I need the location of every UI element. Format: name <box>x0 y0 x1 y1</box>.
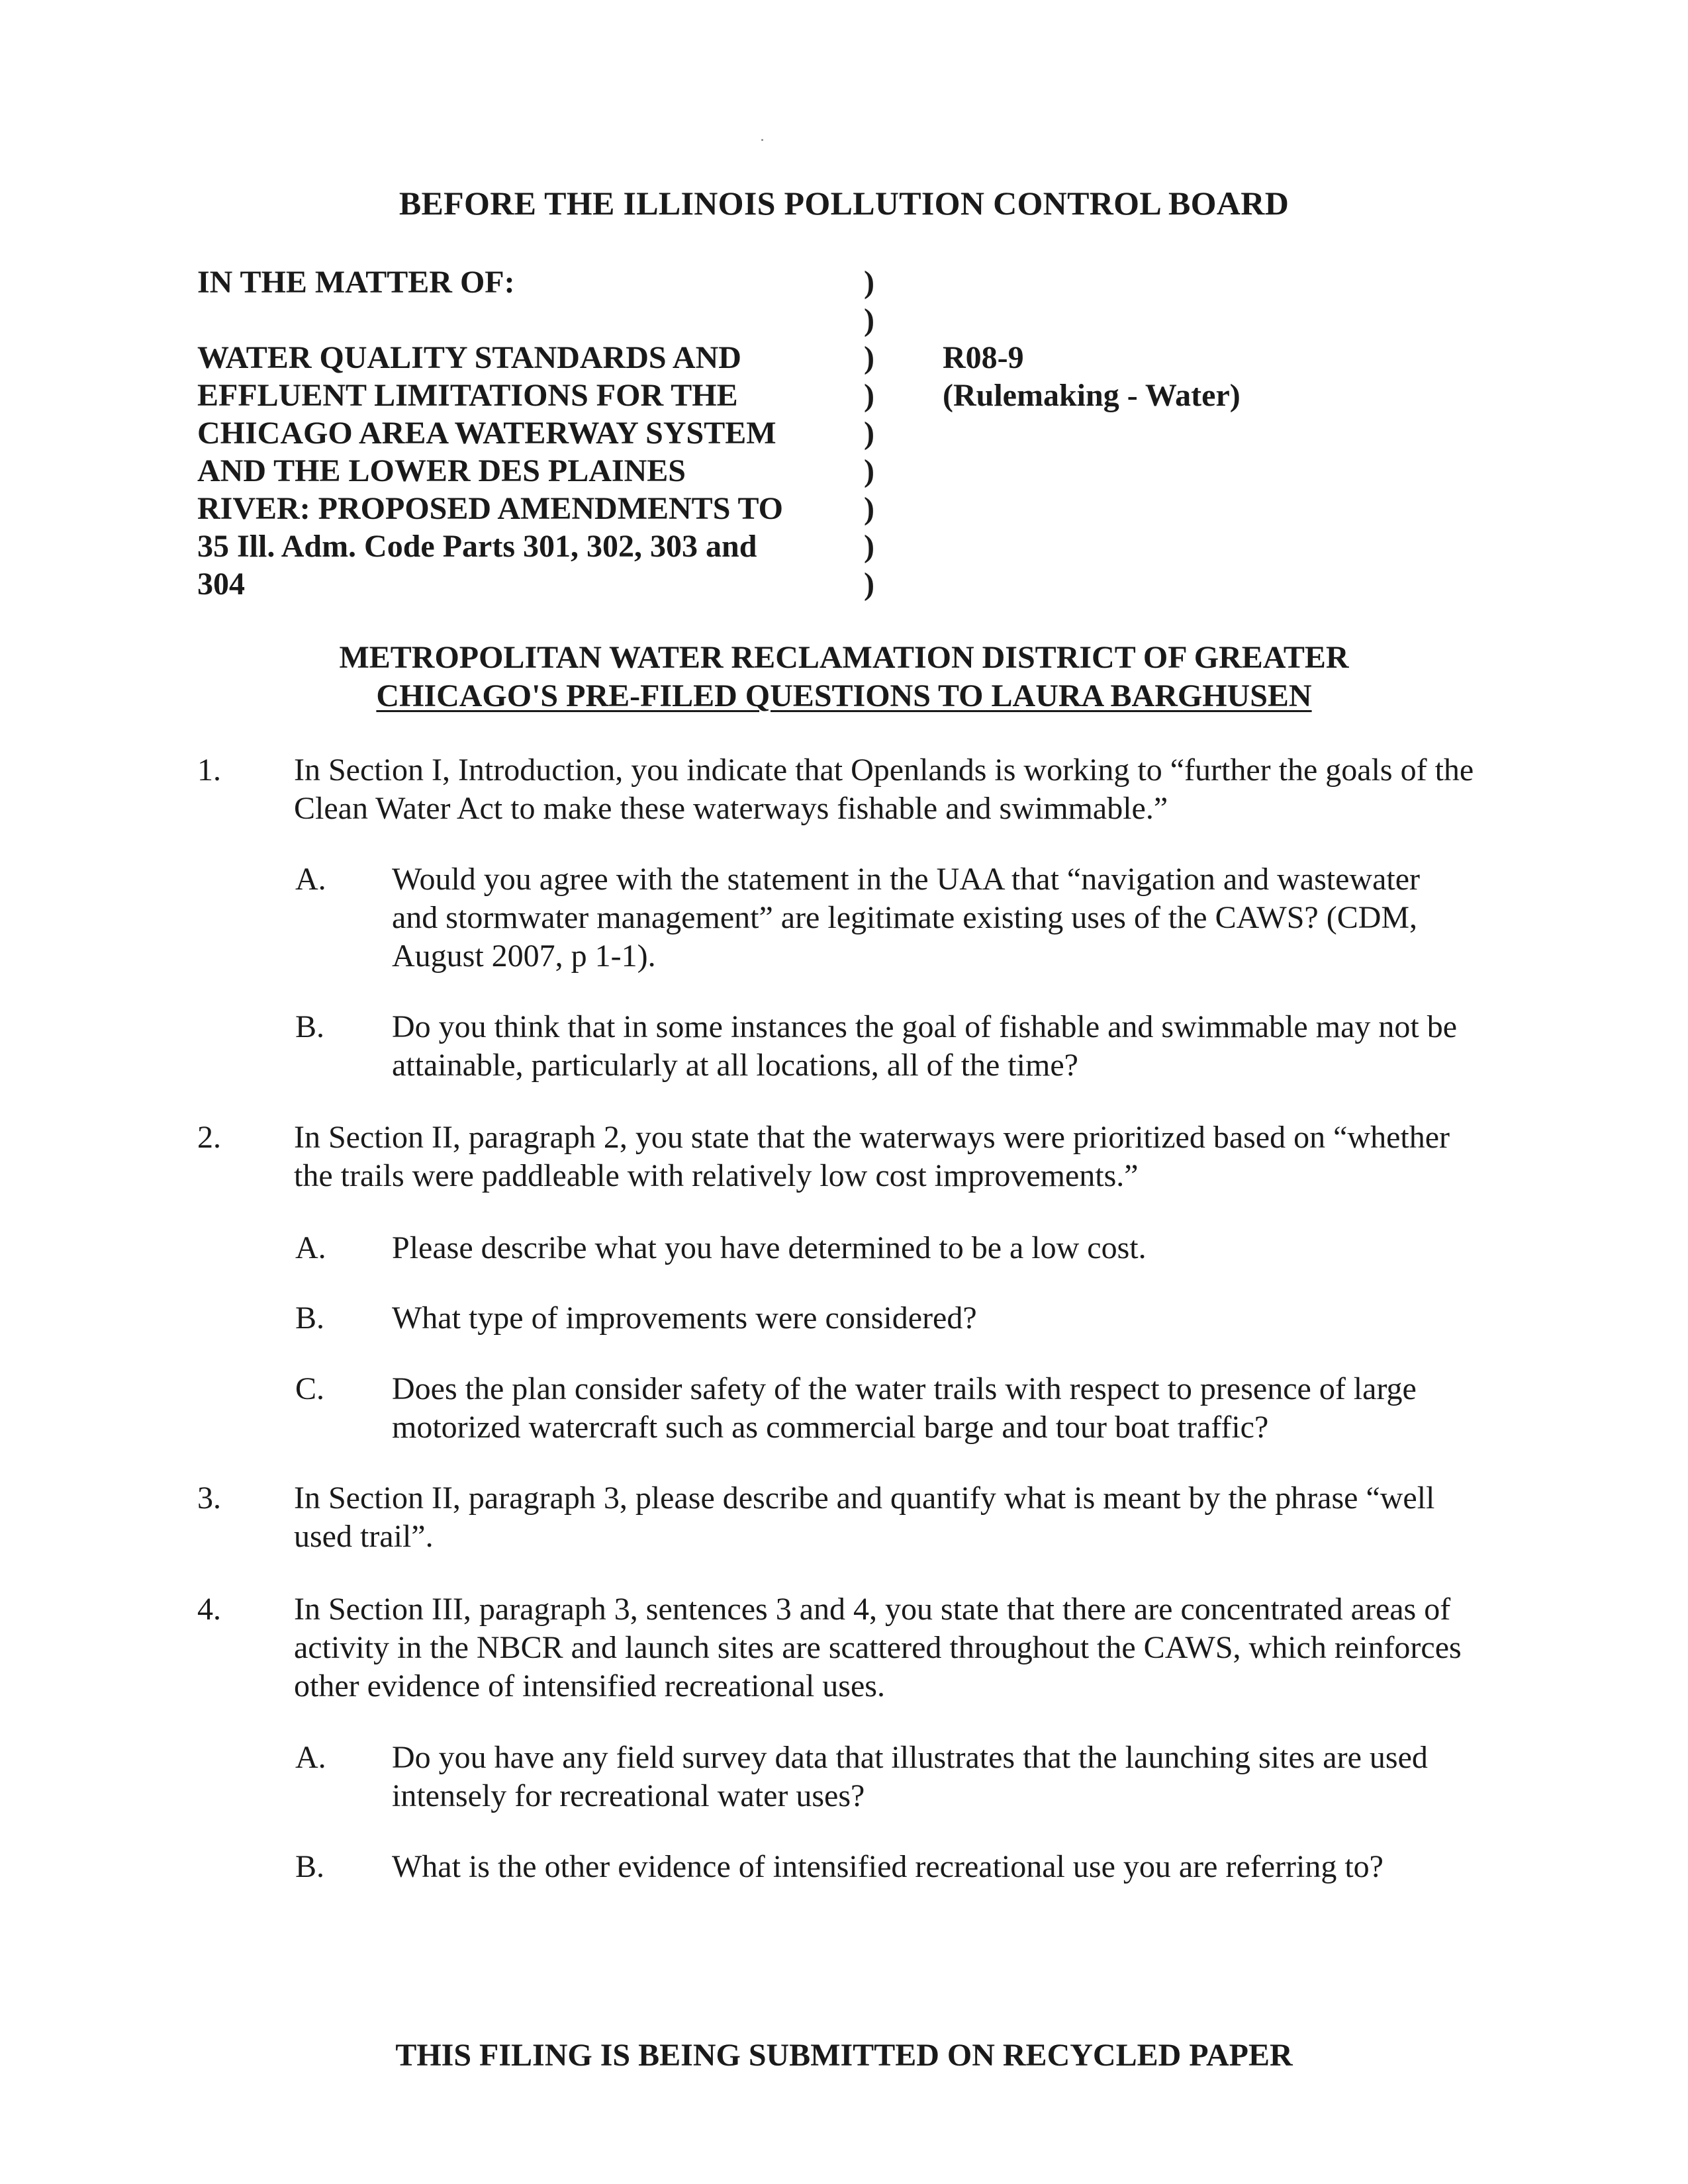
sub-question-letter: C. <box>295 1371 325 1406</box>
caption-line: 35 Ill. Adm. Code Parts 301, 302, 303 and <box>197 529 757 564</box>
caption-paren: ) <box>864 265 874 300</box>
caption-line: CHICAGO AREA WATERWAY SYSTEM <box>197 416 776 451</box>
sub-question-letter: B. <box>295 1300 325 1336</box>
docket-type: (Rulemaking - Water) <box>943 378 1241 413</box>
sub-question-letter: B. <box>295 1009 325 1044</box>
scan-speck <box>761 139 763 141</box>
heading-line-2: CHICAGO'S PRE-FILED QUESTIONS TO LAURA BARGHUSEN <box>376 678 1312 713</box>
caption-line: EFFLUENT LIMITATIONS FOR THE <box>197 378 738 413</box>
caption-paren-column <box>864 263 874 603</box>
question-number: 1. <box>197 752 221 788</box>
sub-question-text: Do you have any field survey data that illustrates that the launching sites are used intensely for recreational water uses? <box>392 1740 1428 1813</box>
caption-paren: ) <box>864 529 874 564</box>
sub-question-text: What is the other evidence of intensified recreational use you are referring to? <box>392 1849 1383 1884</box>
question-number: 2. <box>197 1120 221 1155</box>
docket-info <box>943 339 1241 414</box>
sub-question-text: Would you agree with the statement in the UAA that “navigation and wastewater and stormwater management” are legitimate existing uses of the CAWS? (CDM, August 2007, p 1-1). <box>392 862 1421 974</box>
caption-paren: ) <box>864 416 874 451</box>
caption-line: AND THE LOWER DES PLAINES <box>197 453 686 488</box>
matter-of-label: IN THE MATTER OF: <box>197 265 515 300</box>
sub-question-text: Does the plan consider safety of the water trails with respect to presence of large motorized watercraft such as commercial barge and tour boat traffic? <box>392 1371 1417 1445</box>
sub-question-letter: A. <box>295 1740 326 1775</box>
caption-paren: ) <box>864 453 874 488</box>
caption-paren: ) <box>864 302 874 338</box>
caption-line: WATER QUALITY STANDARDS AND <box>197 340 741 375</box>
caption-line: 304 <box>197 567 245 602</box>
caption-line: RIVER: PROPOSED AMENDMENTS TO <box>197 491 783 526</box>
sub-question-text: Please describe what you have determined to be a low cost. <box>392 1230 1147 1265</box>
sub-question-text: What type of improvements were considered? <box>392 1300 977 1336</box>
document-heading <box>0 639 1688 715</box>
docket-number: R08-9 <box>943 340 1024 375</box>
question-number: 4. <box>197 1592 221 1627</box>
sub-question-letter: A. <box>295 862 326 897</box>
question-text: In Section II, paragraph 3, please describe and quantify what is meant by the phrase “well used trail”. <box>294 1480 1435 1554</box>
caption-paren: ) <box>864 378 874 413</box>
sub-question-letter: A. <box>295 1230 326 1265</box>
heading-line-1: METROPOLITAN WATER RECLAMATION DISTRICT OF GREATER <box>339 640 1349 675</box>
board-title: BEFORE THE ILLINOIS POLLUTION CONTROL BOARD <box>399 185 1289 222</box>
sub-question-letter: B. <box>295 1849 325 1884</box>
case-caption <box>197 263 833 603</box>
caption-paren: ) <box>864 567 874 602</box>
caption-paren: ) <box>864 340 874 375</box>
question-text: In Section II, paragraph 2, you state that the waterways were prioritized based on “whether the trails were paddleable with relatively low cost improvements.” <box>294 1120 1450 1193</box>
recycled-paper-notice: THIS FILING IS BEING SUBMITTED ON RECYCLED PAPER <box>395 2038 1293 2073</box>
question-text: In Section III, paragraph 3, sentences 3 and 4, you state that there are concentrated areas of activity in the NBCR and launch sites are scattered throughout the CAWS, which reinforces other evidence of intensified recreational uses. <box>294 1592 1462 1704</box>
question-text: In Section I, Introduction, you indicate that Openlands is working to “further the goals of the Clean Water Act to make these waterways fishable and swimmable.” <box>294 752 1474 826</box>
caption-paren: ) <box>864 491 874 526</box>
question-number: 3. <box>197 1480 221 1516</box>
sub-question-text: Do you think that in some instances the goal of fishable and swimmable may not be attainable, particularly at all locations, all of the time? <box>392 1009 1458 1083</box>
